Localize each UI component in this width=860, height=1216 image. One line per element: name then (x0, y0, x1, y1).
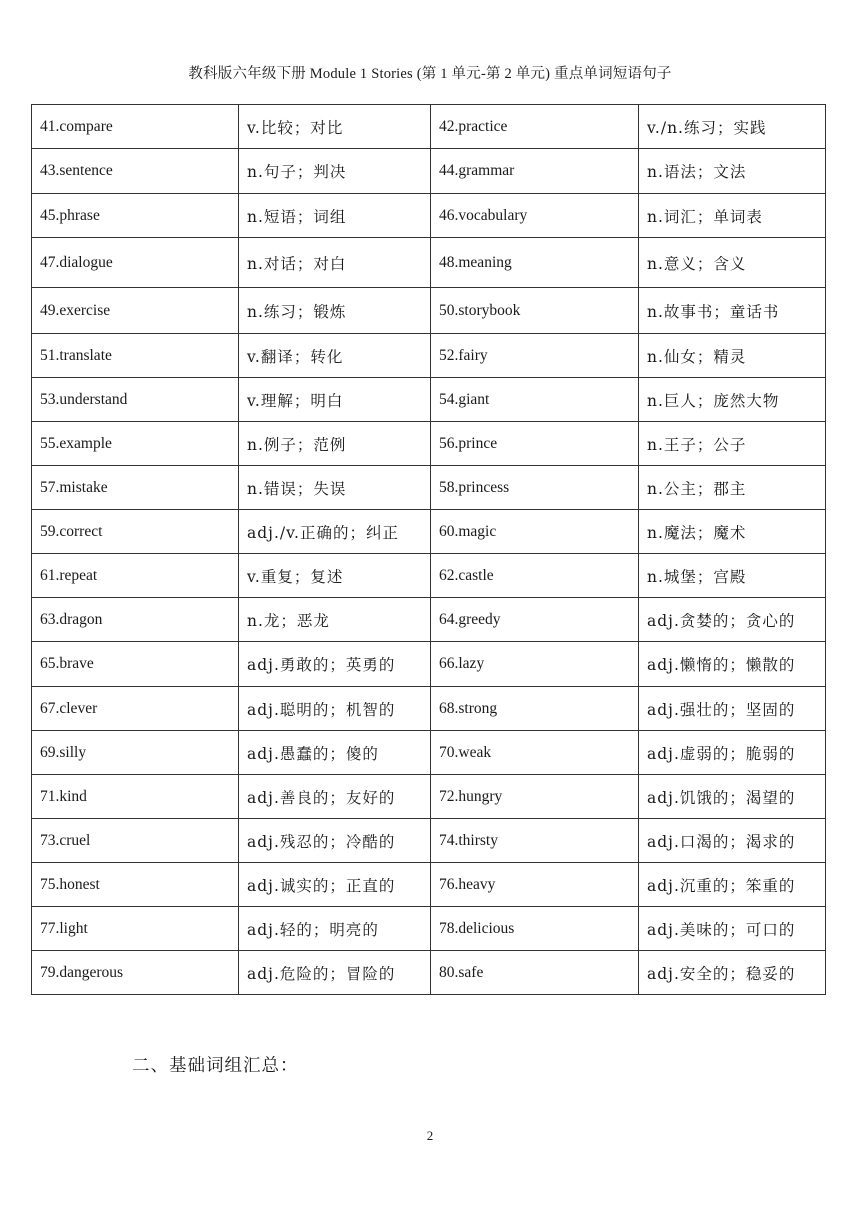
word-cell: 77.light (32, 907, 239, 951)
page-number: 2 (426, 1128, 434, 1143)
table-row (32, 775, 826, 819)
word-cell: 52.fairy (431, 334, 639, 378)
word-cell: 46.vocabulary (431, 194, 639, 238)
word-cell: 54.giant (431, 378, 639, 422)
word-cell: 72.hungry (431, 775, 639, 819)
word-cell: 42.practice (431, 105, 639, 149)
word-cell: 50.storybook (431, 288, 639, 334)
word-cell: 69.silly (32, 731, 239, 775)
meaning-cell: adj.善良的；友好的 (239, 775, 431, 819)
meaning-cell: adj.口渴的；渴求的 (639, 819, 826, 863)
word-cell: 76.heavy (431, 863, 639, 907)
meaning-cell: n.故事书；童话书 (639, 288, 826, 334)
meaning-cell: adj.虚弱的；脆弱的 (639, 731, 826, 775)
meaning-cell: adj.危险的；冒险的 (239, 951, 431, 995)
table-row (32, 238, 826, 288)
meaning-cell: n.魔法；魔术 (639, 510, 826, 554)
table-row (32, 819, 826, 863)
word-cell: 66.lazy (431, 642, 639, 687)
meaning-cell: v.重复；复述 (239, 554, 431, 598)
word-cell: 70.weak (431, 731, 639, 775)
word-cell: 60.magic (431, 510, 639, 554)
word-cell: 59.correct (32, 510, 239, 554)
meaning-cell: n.错误；失误 (239, 466, 431, 510)
table-row (32, 731, 826, 775)
word-cell: 64.greedy (431, 598, 639, 642)
meaning-cell: adj.勇敢的；英勇的 (239, 642, 431, 687)
meaning-cell: v.翻译；转化 (239, 334, 431, 378)
meaning-cell: n.仙女；精灵 (639, 334, 826, 378)
word-cell: 75.honest (32, 863, 239, 907)
word-cell: 73.cruel (32, 819, 239, 863)
table-row (32, 598, 826, 642)
table-row (32, 378, 826, 422)
word-cell: 65.brave (32, 642, 239, 687)
meaning-cell: adj.安全的；稳妥的 (639, 951, 826, 995)
meaning-cell: n.意义；含义 (639, 238, 826, 288)
word-cell: 78.delicious (431, 907, 639, 951)
meaning-cell: n.语法；文法 (639, 149, 826, 194)
word-cell: 71.kind (32, 775, 239, 819)
meaning-cell: n.王子；公子 (639, 422, 826, 466)
word-cell: 41.compare (32, 105, 239, 149)
table-row (32, 863, 826, 907)
word-cell: 56.prince (431, 422, 639, 466)
meaning-cell: adj.诚实的；正直的 (239, 863, 431, 907)
page-header: 教科版六年级下册 Module 1 Stories (第 1 单元-第 2 单元) 重点单词短语句子 (188, 66, 672, 82)
meaning-cell: adj.愚蠢的；傻的 (239, 731, 431, 775)
word-cell: 61.repeat (32, 554, 239, 598)
meaning-cell: adj.强壮的；坚固的 (639, 687, 826, 731)
meaning-cell: n.词汇；单词表 (639, 194, 826, 238)
word-cell: 51.translate (32, 334, 239, 378)
table-row (32, 466, 826, 510)
word-cell: 45.phrase (32, 194, 239, 238)
table-row (32, 422, 826, 466)
table-row (32, 288, 826, 334)
meaning-cell: adj.沉重的；笨重的 (639, 863, 826, 907)
word-cell: 53.understand (32, 378, 239, 422)
word-cell: 79.dangerous (32, 951, 239, 995)
vocabulary-table (31, 104, 826, 995)
table-row (32, 105, 826, 149)
meaning-cell: v.理解；明白 (239, 378, 431, 422)
meaning-cell: n.公主；郡主 (639, 466, 826, 510)
word-cell: 57.mistake (32, 466, 239, 510)
table-row (32, 194, 826, 238)
word-cell: 55.example (32, 422, 239, 466)
table-row (32, 554, 826, 598)
table-row (32, 642, 826, 687)
word-cell: 80.safe (431, 951, 639, 995)
word-cell: 63.dragon (32, 598, 239, 642)
meaning-cell: v./n.练习；实践 (639, 105, 826, 149)
meaning-cell: n.巨人；庞然大物 (639, 378, 826, 422)
table-row (32, 149, 826, 194)
word-cell: 74.thirsty (431, 819, 639, 863)
meaning-cell: adj.聪明的；机智的 (239, 687, 431, 731)
word-cell: 67.clever (32, 687, 239, 731)
meaning-cell: n.龙；恶龙 (239, 598, 431, 642)
word-cell: 49.exercise (32, 288, 239, 334)
word-cell: 48.meaning (431, 238, 639, 288)
table-row (32, 951, 826, 995)
meaning-cell: adj.美味的；可口的 (639, 907, 826, 951)
word-cell: 62.castle (431, 554, 639, 598)
table-row (32, 334, 826, 378)
meaning-cell: adj.饥饿的；渴望的 (639, 775, 826, 819)
table-row (32, 687, 826, 731)
table-row (32, 907, 826, 951)
meaning-cell: adj./v.正确的；纠正 (239, 510, 431, 554)
meaning-cell: n.例子；范例 (239, 422, 431, 466)
table-row (32, 510, 826, 554)
word-cell: 58.princess (431, 466, 639, 510)
meaning-cell: adj.轻的；明亮的 (239, 907, 431, 951)
meaning-cell: n.对话；对白 (239, 238, 431, 288)
meaning-cell: adj.懒惰的；懒散的 (639, 642, 826, 687)
meaning-cell: n.短语；词组 (239, 194, 431, 238)
word-cell: 47.dialogue (32, 238, 239, 288)
meaning-cell: n.练习；锻炼 (239, 288, 431, 334)
word-cell: 43.sentence (32, 149, 239, 194)
section-heading: 二、基础词组汇总： (132, 1056, 299, 1076)
meaning-cell: adj.贪婪的；贪心的 (639, 598, 826, 642)
meaning-cell: v.比较；对比 (239, 105, 431, 149)
meaning-cell: adj.残忍的；冷酷的 (239, 819, 431, 863)
word-cell: 44.grammar (431, 149, 639, 194)
meaning-cell: n.句子；判决 (239, 149, 431, 194)
word-cell: 68.strong (431, 687, 639, 731)
meaning-cell: n.城堡；宫殿 (639, 554, 826, 598)
